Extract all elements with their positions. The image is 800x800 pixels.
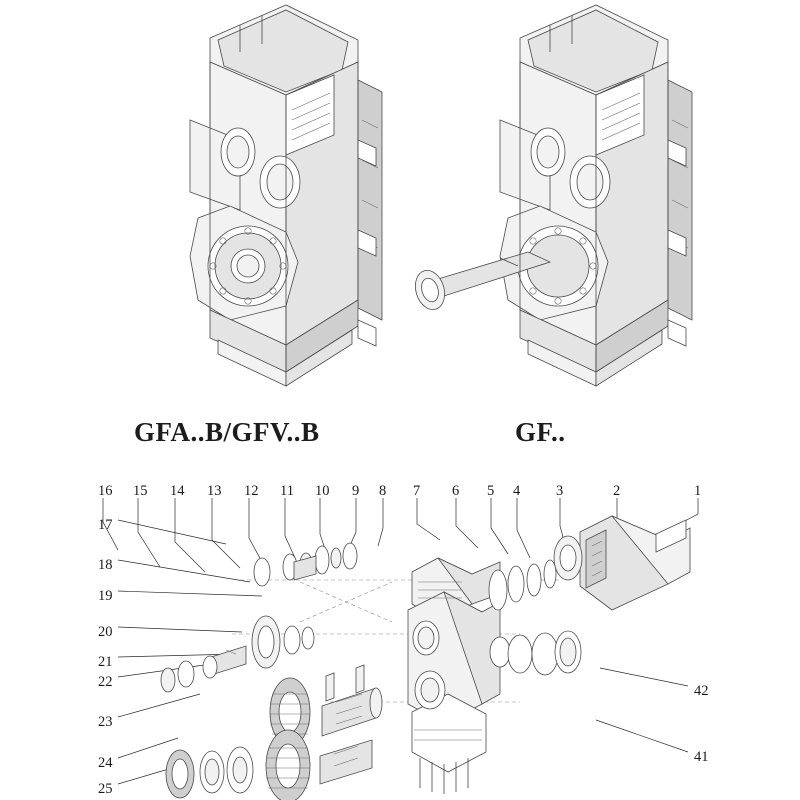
housing-part [408,558,500,772]
callout-17: 17 [98,517,113,533]
right-gearbox-drawing [400,0,710,410]
callout-3: 3 [556,483,564,499]
callout-6: 6 [452,483,460,499]
callout-5: 5 [487,483,495,499]
callout-11: 11 [280,483,294,499]
callout-13: 13 [207,483,222,499]
callout-9: 9 [352,483,360,499]
callout-21: 21 [98,654,113,670]
left-gearbox-svg [90,0,400,410]
callout-8: 8 [379,483,387,499]
right-drawing-caption: GF.. [515,417,566,447]
callout-16: 16 [98,483,113,499]
callout-25: 25 [98,781,113,797]
right-gearbox-svg [400,0,710,410]
motor-part [554,516,690,610]
callout-42: 42 [694,683,709,699]
callout-18: 18 [98,557,113,573]
callout-7: 7 [413,483,421,499]
callout-1: 1 [694,483,702,499]
left-gearbox-drawing [90,0,400,410]
callout-24: 24 [98,755,113,771]
callout-41: 41 [694,749,709,765]
callout-15: 15 [133,483,148,499]
callout-22: 22 [98,674,113,690]
left-drawing-caption: GFA..B/GFV..B [134,417,320,447]
callout-14: 14 [170,483,185,499]
callout-4: 4 [513,483,521,499]
callout-12: 12 [244,483,259,499]
callout-2: 2 [613,483,621,499]
exploded-view-svg [0,462,800,800]
callout-23: 23 [98,714,113,730]
callout-19: 19 [98,588,113,604]
callout-20: 20 [98,624,113,640]
callout-10: 10 [315,483,330,499]
exploded-view-section [0,462,800,800]
